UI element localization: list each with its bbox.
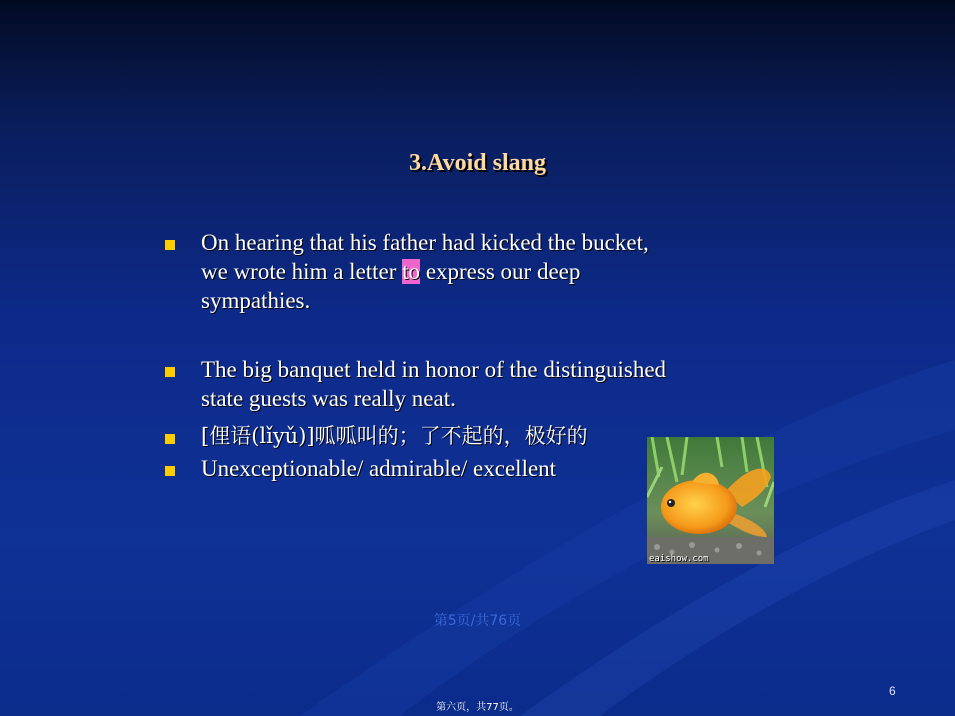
goldfish-image	[647, 437, 774, 564]
bullet-marker	[165, 466, 175, 476]
bullet-1-line-2-pre: we wrote him a letter	[201, 259, 403, 284]
image-watermark: eaishow.com	[649, 554, 709, 564]
bullet-2-line-1: The big banquet held in honor of the distinguished	[201, 357, 667, 382]
bullet-4-line-1: Unexceptionable/ admirable/ excellent	[201, 456, 557, 481]
bullet-2-line-2: state guests was really neat.	[201, 386, 456, 411]
bullet-1-line-2	[201, 257, 580, 286]
bullet-marker	[165, 434, 175, 444]
slide-number: 6	[889, 684, 896, 698]
bullet-marker	[165, 240, 175, 250]
slide-title: 3.Avoid slang	[409, 150, 546, 176]
bullet-1-line-1: On hearing that his father had kicked the bucket,	[201, 230, 649, 255]
bottom-note: 第六页，共77页。	[436, 702, 519, 713]
page-footer: 第5页/共76页	[433, 613, 522, 629]
bullet-3-line-1: [俚语(lǐyǔ)]呱呱叫的；了不起的，极好的	[201, 424, 588, 448]
goldfish-icon	[647, 437, 774, 564]
bullet-1-line-2-post: express our deep	[420, 259, 581, 284]
highlighted-word: to	[402, 259, 421, 284]
bullet-1-line-3: sympathies.	[201, 288, 311, 313]
bullet-marker	[165, 367, 175, 377]
